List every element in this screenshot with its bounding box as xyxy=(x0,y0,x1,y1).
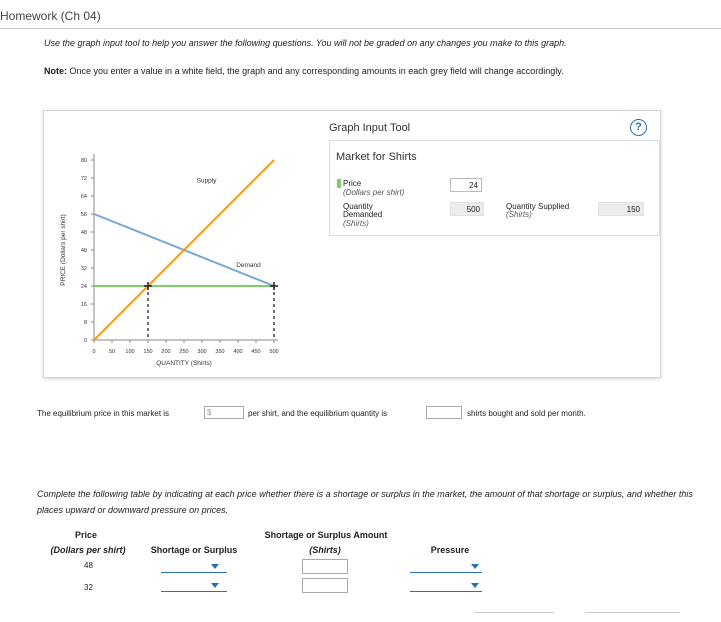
y-tick-label: 80 xyxy=(80,158,87,164)
graph-tool-title: Graph Input Tool xyxy=(329,122,411,134)
quantity-supplied-value: 150 xyxy=(598,202,644,216)
quantity-demanded-label-2: Demanded xyxy=(343,210,383,219)
y-tick-label: 16 xyxy=(80,302,87,308)
equilibrium-quantity-input[interactable] xyxy=(426,406,462,419)
x-tick-label: 250 xyxy=(179,349,189,355)
quantity-demanded-value: 500 xyxy=(450,202,484,216)
price-legend-swatch xyxy=(337,179,341,188)
y-tick-label: 48 xyxy=(80,230,87,236)
note-line xyxy=(44,66,564,76)
chevron-down-icon xyxy=(211,583,219,588)
header-price: Price xyxy=(74,530,98,540)
row-price-48: 48 xyxy=(84,561,93,570)
y-tick-label: 40 xyxy=(80,248,87,254)
header-amount-unit-text: (Shirts) xyxy=(309,545,341,555)
price-input[interactable]: 24 xyxy=(450,178,482,192)
footer-line-left xyxy=(474,612,554,613)
x-tick-label: 150 xyxy=(143,349,153,355)
demand-label: Demand xyxy=(236,261,261,269)
x-tick-label: 200 xyxy=(161,349,171,355)
equilibrium-text-3: shirts bought and sold per month. xyxy=(467,409,586,418)
y-tick-label: 8 xyxy=(83,320,87,326)
quantity-demanded-label-1: Quantity xyxy=(343,202,373,211)
header-pressure: Pressure xyxy=(430,545,470,555)
y-axis-label: PRICE (Dollars per shirt) xyxy=(60,214,67,286)
equilibrium-text-2: per shirt, and the equilibrium quantity is xyxy=(248,409,388,418)
y-tick-label: 0 xyxy=(83,338,87,344)
chevron-down-icon xyxy=(471,583,479,588)
market-title: Market for Shirts xyxy=(336,151,417,163)
quantity-demanded-unit: (Shirts) xyxy=(343,219,369,228)
table-instructions: Complete the following table by indicating at each price whether there is a shortage or surplus in the market, the amount of that shortage or surplus, and whether this places upward or downward pressure on prices. xyxy=(37,489,693,515)
x-tick-label: 500 xyxy=(269,349,279,355)
page-title: Homework (Ch 04) xyxy=(0,9,101,23)
quantity-supplied-unit: (Shirts) xyxy=(506,210,532,219)
y-tick-label: 56 xyxy=(80,212,87,218)
supply-label: Supply xyxy=(196,177,217,185)
x-tick-label: 50 xyxy=(108,349,116,355)
quantity-supplied-label: Quantity Supplied xyxy=(506,202,570,211)
row-price-32: 32 xyxy=(84,583,93,592)
instructions-line: Use the graph input tool to help you answer the following questions. You will not be graded on any changes you make to this graph. xyxy=(44,38,567,48)
x-tick-label: 450 xyxy=(251,349,261,355)
x-tick-label: 0 xyxy=(92,349,96,355)
note-label: Note: xyxy=(44,66,67,76)
header-shortage-surplus: Shortage or Surplus xyxy=(150,545,238,555)
x-tick-label: 100 xyxy=(125,349,135,355)
chevron-down-icon xyxy=(471,564,479,569)
help-icon[interactable]: ? xyxy=(630,119,647,136)
chevron-down-icon xyxy=(211,564,219,569)
price-label: Price xyxy=(343,179,362,188)
header-price-unit xyxy=(42,545,134,555)
x-tick-label: 400 xyxy=(233,349,243,355)
x-axis-label: QUANTITY (Shirts) xyxy=(156,360,212,367)
y-tick-label: 64 xyxy=(80,194,87,200)
supply-curve xyxy=(94,160,274,340)
note-text: Once you enter a value in a white field, the graph and any corresponding amounts in each grey field will change accordingly. xyxy=(67,66,564,76)
y-tick-label: 72 xyxy=(80,176,87,182)
footer-line-right xyxy=(585,612,680,613)
y-tick-label: 24 xyxy=(80,284,87,290)
title-divider xyxy=(0,28,721,29)
header-amount: Shortage or Surplus Amount xyxy=(264,530,388,540)
x-tick-label: 300 xyxy=(197,349,207,355)
equilibrium-text-1: The equilibrium price in this market is xyxy=(37,409,170,418)
header-price-unit-text: (Dollars per shirt) xyxy=(50,545,126,555)
header-amount-unit xyxy=(300,545,350,555)
supply-demand-chart[interactable] xyxy=(56,148,296,378)
x-tick-label: 350 xyxy=(215,349,225,355)
equilibrium-price-input[interactable]: $ xyxy=(204,406,244,419)
price-unit: (Dollars per shirt) xyxy=(343,188,405,197)
amount-input-32[interactable] xyxy=(302,578,348,593)
y-tick-label: 32 xyxy=(80,266,87,272)
amount-input-48[interactable] xyxy=(302,559,348,574)
